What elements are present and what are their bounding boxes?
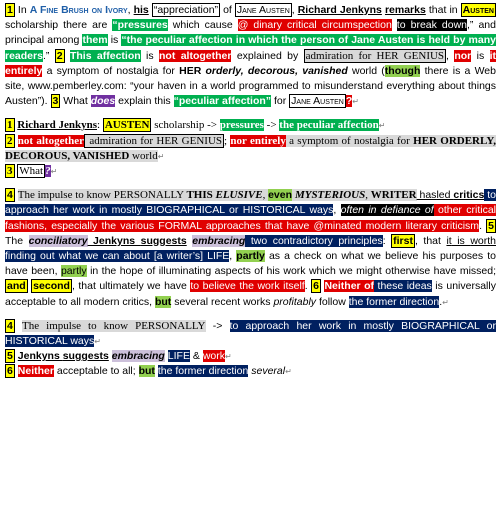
text: of — [220, 4, 235, 16]
sentence-number: 1 — [7, 119, 13, 132]
highlight-first: first — [393, 234, 413, 247]
sentence-number: 4 — [7, 319, 13, 332]
text: .” — [42, 49, 55, 62]
highlight-does: does — [90, 95, 116, 108]
highlight-entirely: entirely — [5, 64, 43, 77]
text: a symptom of nostalgia for — [42, 64, 180, 77]
text: is — [471, 49, 490, 62]
text: , — [262, 189, 269, 202]
highlight-peculiar-affection: the peculiar affection — [279, 119, 379, 132]
text: follow — [316, 295, 349, 308]
critic-name: Richard Jenkyns — [297, 4, 382, 16]
verb: suggests — [140, 234, 187, 247]
text: in the hope of illuminating aspects of his work which we might otherwise have missed; — [86, 265, 496, 278]
text: orderly, decorous, vanished — [201, 64, 348, 77]
sentence-number: 5 — [488, 219, 494, 232]
text: scholarship — [5, 19, 59, 32]
text: profitably — [273, 295, 317, 308]
text: The — [5, 234, 29, 247]
text: explain this — [115, 95, 174, 108]
sentence-number: 5 — [7, 350, 13, 363]
text: is universally acceptable to all modern critics, — [5, 280, 496, 308]
paragraph-mark: ↵ — [378, 121, 386, 131]
highlight-austen: Austen — [462, 4, 494, 16]
highlight-impulse: The impulse to know PERSONALLY — [17, 189, 187, 202]
text: is — [107, 34, 122, 47]
paragraph-2 — [5, 118, 496, 179]
boxed-term: “appreciation” — [153, 4, 219, 16]
highlight-them: them — [82, 34, 108, 47]
highlight-finding-out: finding out what we can about [a writer’s] LIFE — [5, 250, 230, 263]
text: : — [97, 119, 103, 132]
text: In — [17, 4, 30, 16]
sentence-number: 4 — [7, 189, 13, 202]
highlight-believe: believe the work itself — [199, 280, 305, 293]
text: world — [347, 64, 378, 77]
highlight-neither: Neither — [17, 365, 54, 378]
highlight-austen: AUSTEN — [104, 119, 150, 132]
text: ,” and principal among — [5, 19, 496, 47]
text: ELUSIVE — [215, 189, 263, 202]
text: What — [60, 95, 91, 108]
highlight-neither: Neither of — [324, 280, 375, 293]
highlight-not-altogether: not altogether — [159, 49, 232, 62]
highlight-but: but — [138, 365, 155, 378]
paragraph-1 — [5, 3, 496, 109]
highlight-peculiar-affection: “the peculiar affection in which the person of Jane Austen is held by many readers — [5, 34, 496, 62]
highlight-symptom: a symptom of nostalgia for — [285, 134, 414, 147]
paragraph-3 — [5, 188, 496, 310]
sentence-number: 6 — [7, 365, 13, 378]
critic-name: Jenkyns — [87, 234, 141, 247]
highlight-admiration: admiration for HER GENIUS — [86, 134, 223, 147]
highlight-and: and — [7, 280, 26, 293]
author-name: Jane Austen — [236, 4, 290, 16]
highlight-orderly: HER ORDERLY, DECOROUS, VANISHED — [5, 134, 497, 162]
text: several — [248, 365, 286, 378]
text: . — [304, 280, 312, 293]
text: acceptable to all — [53, 365, 133, 378]
text: MYSTERIOUS — [294, 189, 366, 202]
spacer — [5, 179, 496, 188]
paragraph-mark: ↵ — [50, 167, 58, 177]
sentence-number: 3 — [7, 165, 13, 178]
highlight-pressures: pressures — [219, 119, 264, 132]
paragraph-mark: ↵ — [442, 297, 449, 307]
highlight-impulse: The impulse to know PERSONALLY — [22, 319, 206, 332]
text: THIS — [186, 189, 216, 202]
text: it — [446, 234, 452, 247]
highlight-pressures: “pressures — [112, 19, 168, 32]
paragraph-mark: ↵ — [285, 367, 292, 377]
book-title: A Fine Brush on Ivory — [29, 4, 128, 16]
text: several recent works — [171, 295, 274, 308]
text: What — [19, 165, 44, 178]
text: there are — [58, 19, 113, 32]
paragraph-mark: ↵ — [94, 337, 101, 347]
text: HER — [179, 64, 202, 77]
text: scholarship — [151, 119, 205, 132]
highlight-not-altogether: not altogether — [17, 134, 85, 147]
text: , — [446, 49, 455, 62]
text: world — [129, 149, 158, 162]
sentence-number: 1 — [7, 4, 13, 16]
highlight-it: it — [489, 49, 497, 62]
text: is — [451, 234, 471, 247]
text: WRITER — [370, 189, 417, 202]
text: . — [439, 295, 443, 308]
highlight-two-principles: two contradictory principles — [245, 234, 383, 247]
highlight-work: work — [202, 350, 225, 363]
question-mark: ? — [345, 95, 353, 108]
text: there is a Web site, www.pemberley.com: “your haven in a world programmed to misunderstand everything about things Austen”). — [5, 64, 496, 108]
text: , — [291, 4, 298, 16]
highlight-nor-entirely: nor entirely — [230, 134, 286, 147]
highlight-other-fashions: other critical fashions, especially the various FORMAL approaches that have @minated modern literary criticism — [5, 204, 497, 232]
text: for — [271, 95, 290, 108]
arrow: -> — [205, 319, 230, 332]
paragraph-mark: ↵ — [224, 352, 232, 362]
text: that in — [425, 4, 461, 16]
highlight-embracing: embracing — [192, 234, 246, 247]
highlight-conciliatory: conciliatory — [28, 234, 88, 247]
text: ( — [377, 64, 385, 77]
spacer — [5, 310, 496, 319]
highlight-these-ideas: these ideas — [374, 280, 432, 293]
sentence-number: 2 — [7, 134, 13, 147]
paragraph-4 — [5, 319, 496, 380]
highlight-often: often in defiance of — [340, 204, 434, 217]
highlight-partly: partly — [236, 250, 265, 263]
highlight-embracing: embracing — [111, 350, 165, 363]
author-name: Jane Austen — [291, 95, 344, 108]
highlight-even: even — [268, 189, 293, 202]
highlight-partly-2: partly — [60, 265, 87, 278]
text: explained by — [231, 49, 304, 62]
verb: suggests — [62, 350, 109, 363]
sentence-number: 6 — [313, 280, 319, 293]
text: as a check on what we believe his purposes to have been, — [5, 250, 496, 278]
highlight-approach: to approach her work in mostly BIOGRAPHICAL or HISTORICAL ways — [5, 319, 497, 348]
highlight-life: LIFE — [167, 350, 190, 363]
sentence-number: 3 — [52, 95, 59, 108]
text: ; — [132, 365, 139, 378]
text: critics — [453, 189, 485, 202]
highlight-break-down: to break down — [396, 19, 468, 32]
text: is — [140, 49, 160, 62]
highlight-but: but — [154, 295, 172, 308]
paragraph-mark: ↵ — [352, 97, 359, 107]
text: his — [133, 4, 149, 16]
arrow: -> — [263, 119, 280, 132]
paragraph-mark: ↵ — [157, 151, 165, 161]
highlight-nor: nor — [454, 49, 472, 62]
text: has — [416, 189, 437, 202]
text: , — [127, 4, 134, 16]
spacer — [5, 109, 496, 118]
highlight-ordinary: @ dinary critical circumspection — [237, 19, 392, 32]
text: & — [189, 350, 203, 363]
highlight-second: second — [33, 280, 70, 293]
arrow: -> — [204, 119, 220, 132]
highlight-though: though — [384, 64, 421, 77]
text: , that ultimately we have — [71, 280, 191, 293]
text: , that — [414, 234, 447, 247]
text: . — [479, 219, 487, 232]
critic-name: Richard Jenkyns — [17, 119, 98, 132]
highlight-former-direction: the former direction — [157, 365, 249, 378]
sentence-number: 2 — [56, 49, 63, 62]
text: , — [333, 204, 341, 217]
highlight-former-direction: the former direction — [348, 295, 440, 308]
highlight-approach: to approach her work in mostly BIOGRAPHICAL or HISTORICAL ways — [5, 189, 496, 217]
text: ; — [224, 134, 231, 147]
verb: remarks — [384, 4, 426, 16]
highlight-to: to — [190, 280, 200, 293]
text: led — [436, 189, 454, 202]
text: which cause — [167, 19, 238, 32]
highlight-peculiar-affection-2: “peculiar affection” — [173, 95, 272, 108]
highlight-this-affection: This affection — [69, 49, 141, 62]
critic-name: Jenkyns — [17, 350, 63, 363]
text: , — [229, 250, 237, 263]
highlight-admiration: admiration for HER GENIUS — [305, 49, 445, 62]
text: : — [382, 234, 392, 247]
text: worth — [470, 234, 496, 247]
question-mark: ? — [45, 165, 51, 178]
text: , — [365, 189, 371, 202]
